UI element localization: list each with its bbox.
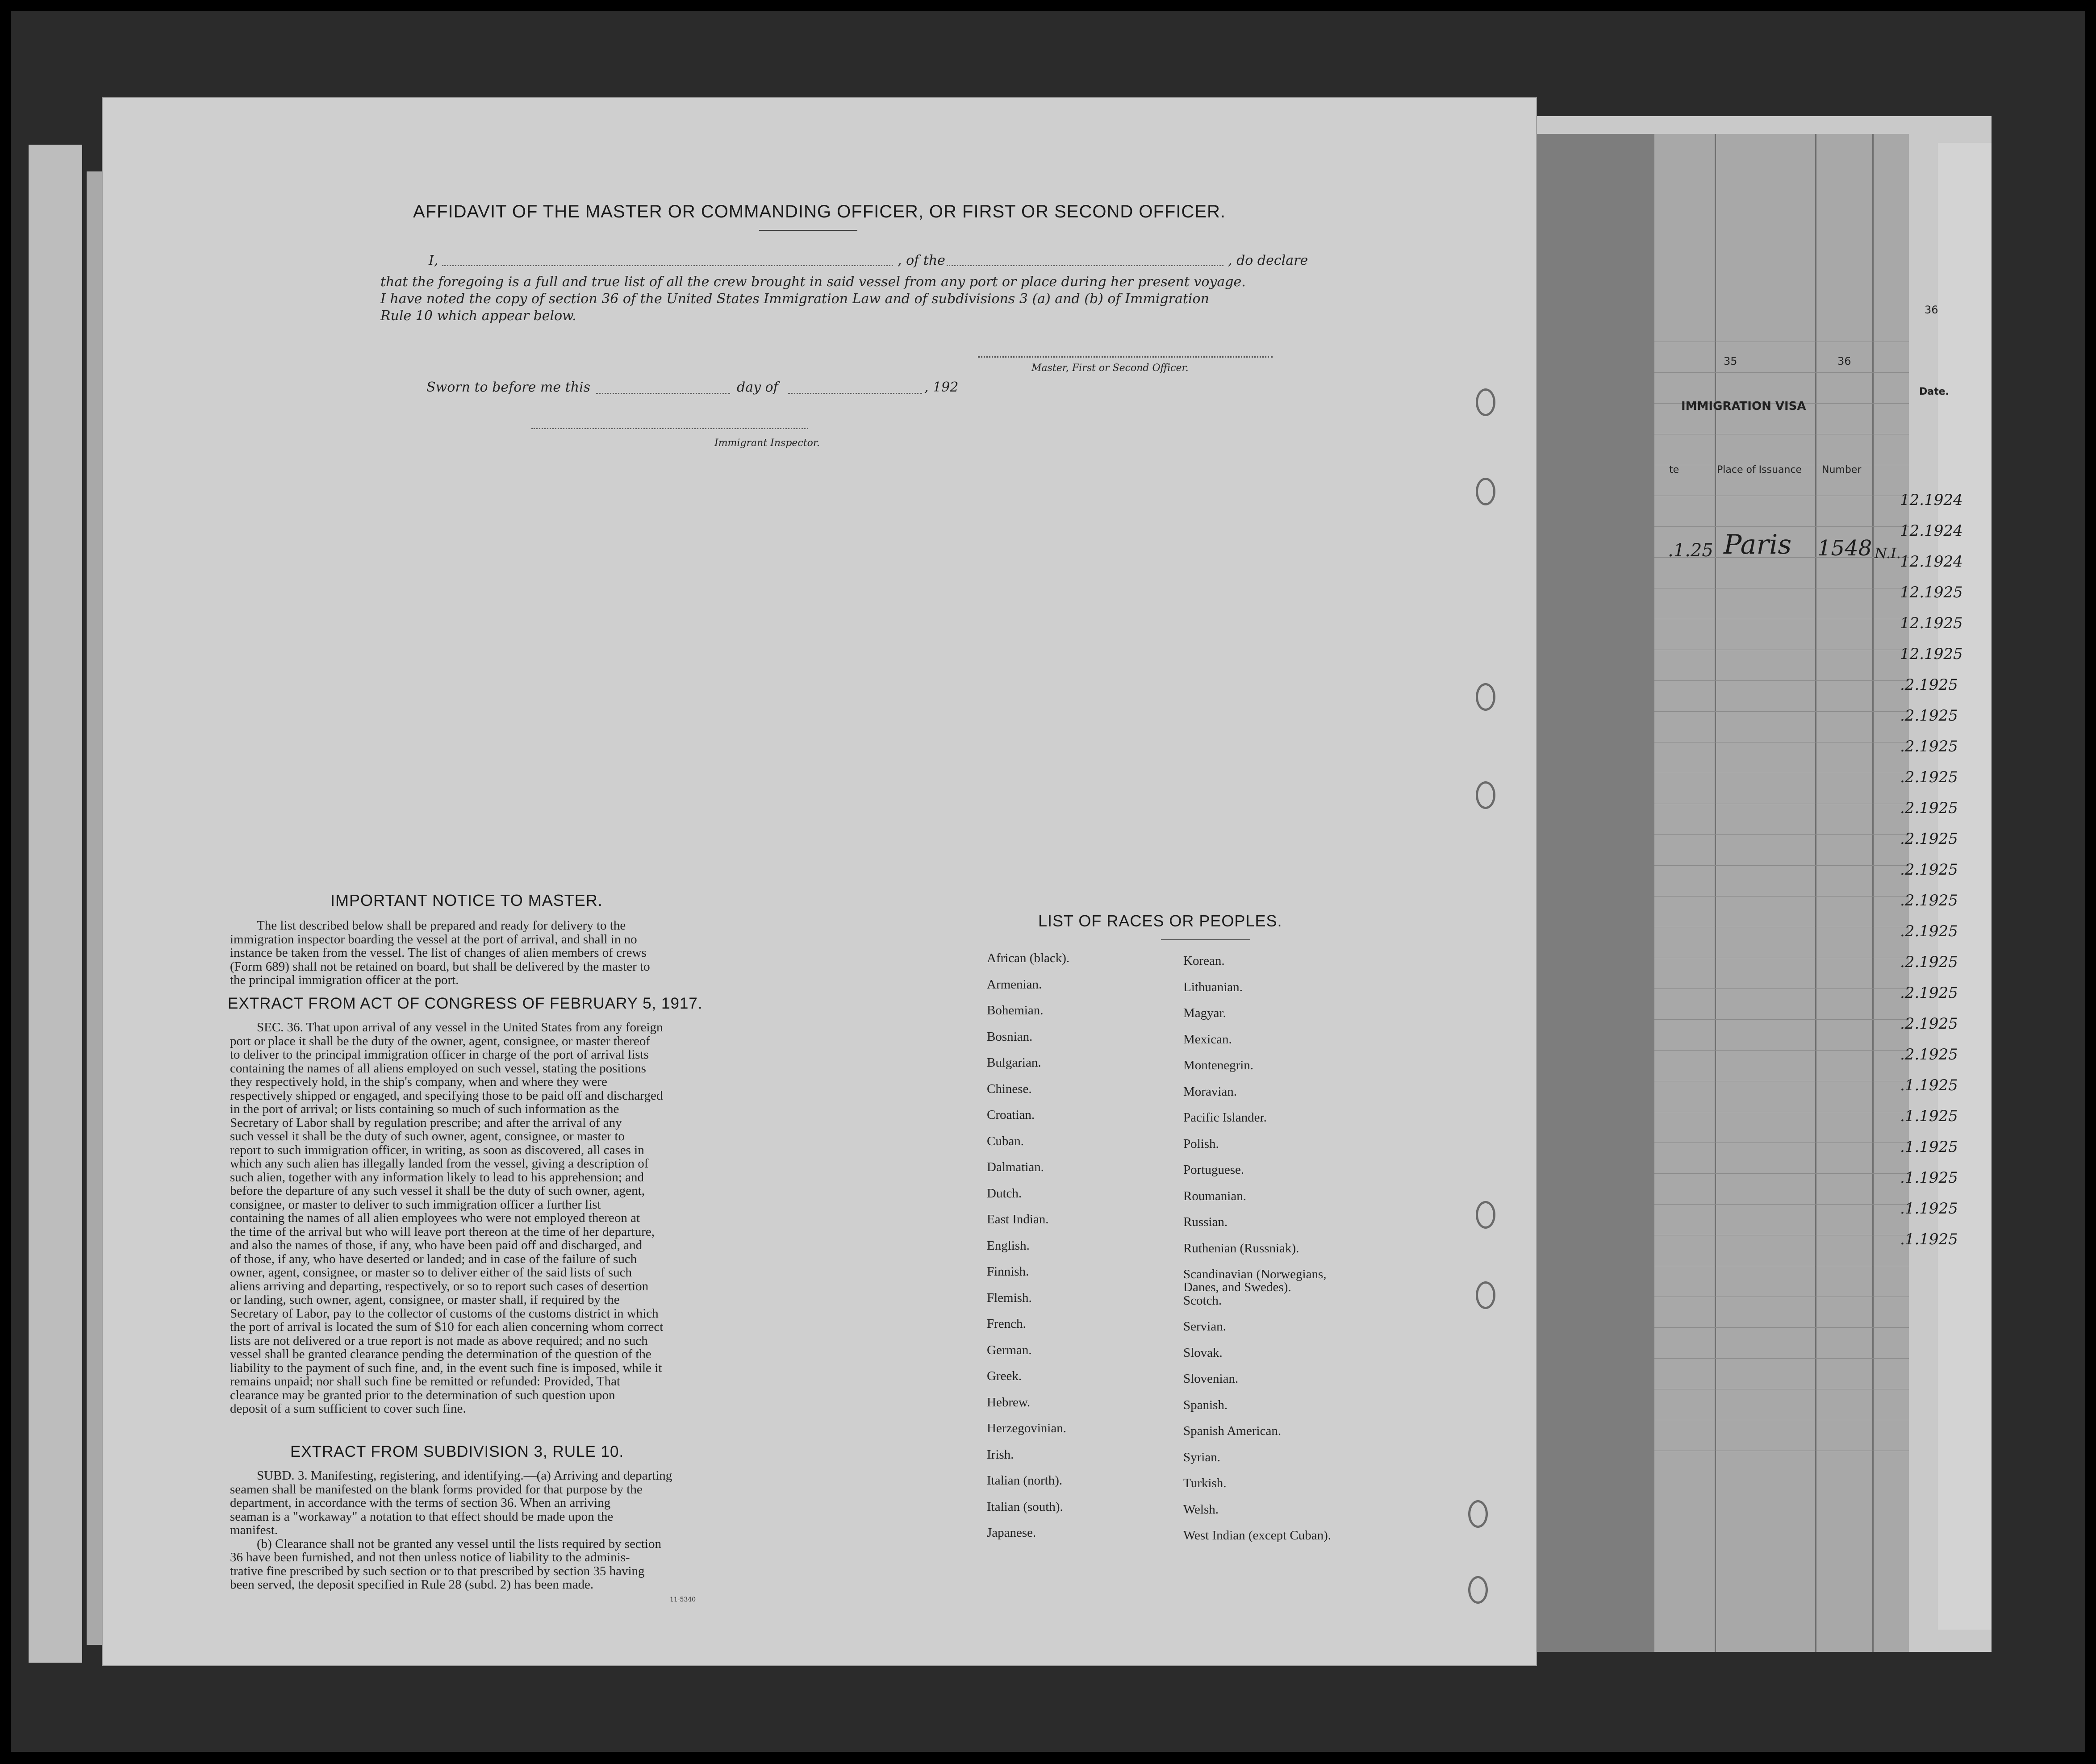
visa-date-entry: .2.1925 [1900, 1046, 1958, 1063]
race-item: Chinese. [987, 1081, 1032, 1096]
race-item: Servian. [1183, 1319, 1226, 1334]
race-item: Scotch. [1183, 1293, 1222, 1308]
notice-line: instance be taken from the vessel. The list of changes of alien members of crews [230, 946, 647, 960]
visa-date-entry: .2.1925 [1900, 953, 1958, 971]
act-line: remains unpaid; nor shall such fine be remitted or refunded: Provided, That [230, 1374, 621, 1389]
race-item: Roumanian. [1183, 1189, 1246, 1203]
visa-date-entry: .2.1925 [1900, 861, 1958, 879]
affidavit-of-the-label: , of the [898, 253, 945, 268]
race-item: Japanese. [987, 1526, 1036, 1540]
punch-hole [1476, 1201, 1495, 1229]
visa-date-entry: .2.1925 [1900, 676, 1958, 694]
rule-extract-body [230, 1469, 846, 1592]
race-item: Slovenian. [1183, 1372, 1239, 1386]
visa-date-entry: 12.1924 [1900, 522, 1963, 540]
race-item: Bulgarian. [987, 1055, 1041, 1070]
act-line: they respectively hold, in the ship's company, when and where they were [230, 1075, 607, 1089]
place-of-issuance-header: Place of Issuance [1717, 464, 1802, 475]
rule-line: (b) Clearance shall not be granted any vessel until the lists required by section [257, 1536, 661, 1551]
race-item: Turkish. [1183, 1476, 1227, 1490]
race-item: Moravian. [1183, 1084, 1237, 1099]
act-line: the time of the arrival but who will leave port thereon at the time of her departure, [230, 1224, 655, 1239]
race-item: Spanish. [1183, 1397, 1228, 1412]
form-number: 11-5340 [670, 1596, 696, 1603]
race-item: Spanish American. [1183, 1424, 1282, 1438]
race-item: Dalmatian. [987, 1160, 1044, 1174]
visa-date-entry: .1.1925 [1900, 1107, 1958, 1125]
act-line: or landing, such owner, agent, consignee, or master shall, if required by the [230, 1293, 620, 1307]
race-item: Finnish. [987, 1264, 1029, 1279]
visa-date-entry: 12.1925 [1900, 614, 1963, 632]
race-item: Flemish. [987, 1290, 1032, 1305]
stacked-page-edge [29, 145, 82, 1663]
race-item: Welsh. [1183, 1502, 1219, 1517]
act-line: the port of arrival is located the sum of $10 for each alien concerning whom correct [230, 1320, 664, 1334]
affidavit-title: AFFIDAVIT OF THE MASTER OR COMMANDING OFFICER, OR FIRST OR SECOND OFFICER. [413, 202, 1226, 221]
visa-date-entry: .2.1925 [1900, 738, 1958, 755]
act-line: in the port of arrival; or lists containing so much of such information as the [230, 1102, 619, 1116]
visa-date-entry: .1.1925 [1900, 1138, 1958, 1156]
date-header-partial: te [1669, 464, 1679, 475]
race-item: Lithuanian. [1183, 980, 1243, 994]
rule-line: manifest. [230, 1523, 278, 1537]
immigration-visa-header: IMMIGRATION VISA [1681, 400, 1806, 413]
visa-date-entry: 12.1924 [1900, 491, 1963, 509]
column-number-36-right: 36 [1925, 304, 1938, 316]
race-item: Montenegrin. [1183, 1058, 1254, 1072]
race-item: African (black). [987, 951, 1070, 965]
act-line: respectively shipped or engaged, and specifying those to be paid off and discharged [230, 1088, 663, 1103]
race-item: Italian (south). [987, 1499, 1063, 1514]
visa-date-entry: .1.1925 [1900, 1169, 1958, 1187]
visa-date-entry: .2.1925 [1900, 892, 1958, 909]
inspector-signature-line [531, 428, 808, 429]
race-item: Russian. [1183, 1215, 1228, 1229]
race-item: Scandinavian (Norwegians, Danes, and Swedes). [1183, 1267, 1327, 1294]
notice-body [230, 919, 846, 987]
affidavit-i-label: I, [429, 253, 438, 268]
column-number-36: 36 [1837, 355, 1851, 367]
declaration-line-3: Rule 10 which appear below. [380, 308, 576, 324]
act-line: which any such alien has illegally landed from the vessel, giving a description of [230, 1156, 649, 1171]
rule-line: SUBD. 3. Manifesting, registering, and identifying.—(a) Arriving and departing [257, 1468, 672, 1483]
column-number-35: 35 [1724, 355, 1737, 367]
punch-hole [1476, 388, 1495, 416]
act-line: SEC. 36. That upon arrival of any vessel in the United States from any foreign [257, 1020, 663, 1034]
act-line: lists are not delivered or a true report is not made as above required; and no such [230, 1333, 648, 1348]
race-item: Bosnian. [987, 1029, 1033, 1044]
number-header: Number [1822, 464, 1862, 475]
act-line: port or place it shall be the duty of the owner, agent, consignee, or master thereof [230, 1034, 651, 1048]
act-line: Secretary of Labor, pay to the collector of customs of the customs district in which [230, 1306, 659, 1321]
act-line: and also the names of those, if any, who have been paid off and discharged, and [230, 1238, 643, 1252]
race-item: Portuguese. [1183, 1163, 1244, 1177]
visa-date-entry: 12.1924 [1900, 553, 1963, 571]
visa-date-entry: .2.1925 [1900, 984, 1958, 1002]
race-item: Herzegovinian. [987, 1421, 1066, 1435]
notice-line: The list described below shall be prepared and ready for delivery to the [257, 918, 626, 933]
race-item: Armenian. [987, 977, 1042, 992]
act-line: consignee, or master to deliver to such immigration officer a further list [230, 1197, 601, 1212]
visa-date-entry: .1.1925 [1900, 1230, 1958, 1248]
race-item: Mexican. [1183, 1032, 1232, 1047]
date-header: Date. [1919, 386, 1949, 397]
rule-line: been served, the deposit specified in Rule 28 (subd. 2) has been made. [230, 1577, 594, 1592]
act-line: aliens arriving and departing, respectively, or so to report such cases of desertion [230, 1279, 649, 1293]
race-item: French. [987, 1317, 1026, 1331]
race-item: Greek. [987, 1369, 1022, 1383]
visa-date-entry: .2.1925 [1900, 768, 1958, 786]
visa-date-entry: .2.1925 [1900, 799, 1958, 817]
punch-hole [1476, 683, 1495, 711]
declaration-line-1: that the foregoing is a full and true list of all the crew brought in said vessel from any port or place during her present voyage. [380, 274, 1246, 290]
sworn-label: Sworn to before me this [426, 379, 591, 395]
act-line: such alien, together with any information likely to lead to his apprehension; and [230, 1170, 644, 1184]
race-item: English. [987, 1238, 1030, 1253]
punch-hole [1476, 1281, 1495, 1309]
races-right-column [1183, 955, 1362, 1555]
race-item: Irish. [987, 1447, 1014, 1462]
affidavit-page [103, 98, 1536, 1665]
races-left-column [987, 952, 1069, 1553]
punch-hole [1476, 781, 1495, 809]
rule-line: seaman is a "workaway" a notation to that effect should be made upon the [230, 1509, 614, 1524]
affidavit-do-declare-label: , do declare [1228, 253, 1308, 268]
punch-hole [1468, 1500, 1488, 1528]
act-line: report to such immigration officer, in writing, as soon as discovered, all cases in [230, 1143, 644, 1157]
race-item: Ruthenian (Russniak). [1183, 1241, 1299, 1255]
month-blank [788, 393, 922, 394]
master-caption: Master, First or Second Officer. [1031, 363, 1189, 374]
visa-date-entry: .1.1925 [1900, 1076, 1958, 1094]
act-extract-body [230, 1021, 846, 1416]
act-line: vessel shall be granted clearance pending the determination of the question of the [230, 1347, 651, 1361]
notice-line: immigration inspector boarding the vessel at the port of arrival, and shall in no [230, 932, 637, 947]
race-item: Italian (north). [987, 1473, 1063, 1488]
master-signature-line [978, 356, 1273, 358]
name-blank [442, 265, 893, 266]
act-line: deposit of a sum sufficient to cover such fine. [230, 1401, 466, 1416]
visa-date-entry: 12.1925 [1900, 584, 1963, 601]
act-line: before the departure of any such vessel it shall be the duty of such owner, agent, [230, 1184, 645, 1198]
race-item: Magyar. [1183, 1006, 1226, 1020]
rule-line: trative fine prescribed by such section or to that prescribed by section 35 having [230, 1564, 645, 1578]
act-line: containing the names of all alien employees who were not employed thereon at [230, 1211, 640, 1225]
day-blank [596, 393, 730, 394]
year-label: , 192 [924, 379, 959, 395]
day-of-label: day of [737, 379, 778, 395]
visa-date-entry: .2.1925 [1900, 922, 1958, 940]
act-line: owner, agent, consignee, or master so to deliver either of the said lists of such [230, 1265, 632, 1280]
notice-line: the principal immigration officer at the port. [230, 973, 459, 987]
punch-hole [1468, 1576, 1488, 1604]
rule-line: seamen shall be manifested on the blank forms provided for that purpose by the [230, 1482, 643, 1497]
act-line: containing the names of all aliens employed on such vessel, stating the positions [230, 1061, 646, 1076]
races-title: LIST OF RACES OR PEOPLES. [1038, 912, 1282, 930]
declaration-line-2: I have noted the copy of section 36 of the United States Immigration Law and of subdivisions 3 (a) and (b) of Immigration [380, 291, 1209, 307]
rule-line: department, in accordance with the terms of section 36. When an arriving [230, 1496, 611, 1510]
act-line: Secretary of Labor shall by regulation prescribe; and after the arrival of any [230, 1115, 622, 1130]
rule-line: 36 have been furnished, and not then unless notice of liability to the adminis- [230, 1550, 630, 1564]
punch-hole [1476, 478, 1495, 505]
act-line: clearance may be granted prior to the determination of such question upon [230, 1388, 615, 1402]
visa-date-entry: .1.1925 [1900, 1200, 1958, 1218]
handwritten-visa-number: 1548 [1817, 536, 1872, 561]
race-item: Hebrew. [987, 1395, 1031, 1410]
handwritten-visa-place: Paris [1724, 529, 1792, 560]
race-item: Bohemian. [987, 1003, 1044, 1018]
visa-date-entry: 12.1925 [1900, 645, 1963, 663]
race-item: Croatian. [987, 1108, 1035, 1122]
notice-title: IMPORTANT NOTICE TO MASTER. [330, 891, 603, 909]
race-item: Slovak. [1183, 1345, 1223, 1360]
race-item: Syrian. [1183, 1450, 1220, 1464]
act-line: to deliver to the principal immigration officer in charge of the port of arrival lists [230, 1047, 649, 1062]
act-line: of those, if any, who have deserted or landed; and in case of the failure of such [230, 1251, 637, 1266]
race-item: East Indian. [987, 1212, 1049, 1226]
notice-line: (Form 689) shall not be retained on board, but shall be delivered by the master to [230, 959, 650, 974]
immigration-visa-table [1654, 134, 1909, 1652]
race-item: Pacific Islander. [1183, 1110, 1267, 1125]
race-item: Polish. [1183, 1136, 1219, 1151]
visa-date-entry: .2.1925 [1900, 1015, 1958, 1033]
races-rule [1161, 939, 1250, 940]
act-extract-title: EXTRACT FROM ACT OF CONGRESS OF FEBRUARY 5, 1917. [228, 995, 703, 1012]
title-rule [759, 230, 857, 231]
race-item: West Indian (except Cuban). [1183, 1528, 1332, 1543]
handwritten-visa-date: .1.25 [1668, 540, 1713, 561]
vessel-blank [947, 265, 1223, 266]
rule-extract-title: EXTRACT FROM SUBDIVISION 3, RULE 10. [290, 1443, 624, 1460]
date-column-strip [1938, 143, 1992, 1630]
race-item: Cuban. [987, 1134, 1024, 1148]
handwritten-visa-suffix: N.I. [1875, 545, 1901, 562]
visa-date-entry: .2.1925 [1900, 830, 1958, 848]
race-item: Dutch. [987, 1186, 1022, 1201]
inspector-caption: Immigrant Inspector. [714, 438, 820, 449]
race-item: Korean. [1183, 954, 1225, 968]
race-item: German. [987, 1343, 1032, 1357]
act-line: liability to the payment of such fine, and, in the event such fine is imposed, while it [230, 1360, 662, 1375]
act-line: such vessel it shall be the duty of such owner, agent, consignee, or master to [230, 1129, 625, 1143]
visa-date-entry: .2.1925 [1900, 707, 1958, 725]
